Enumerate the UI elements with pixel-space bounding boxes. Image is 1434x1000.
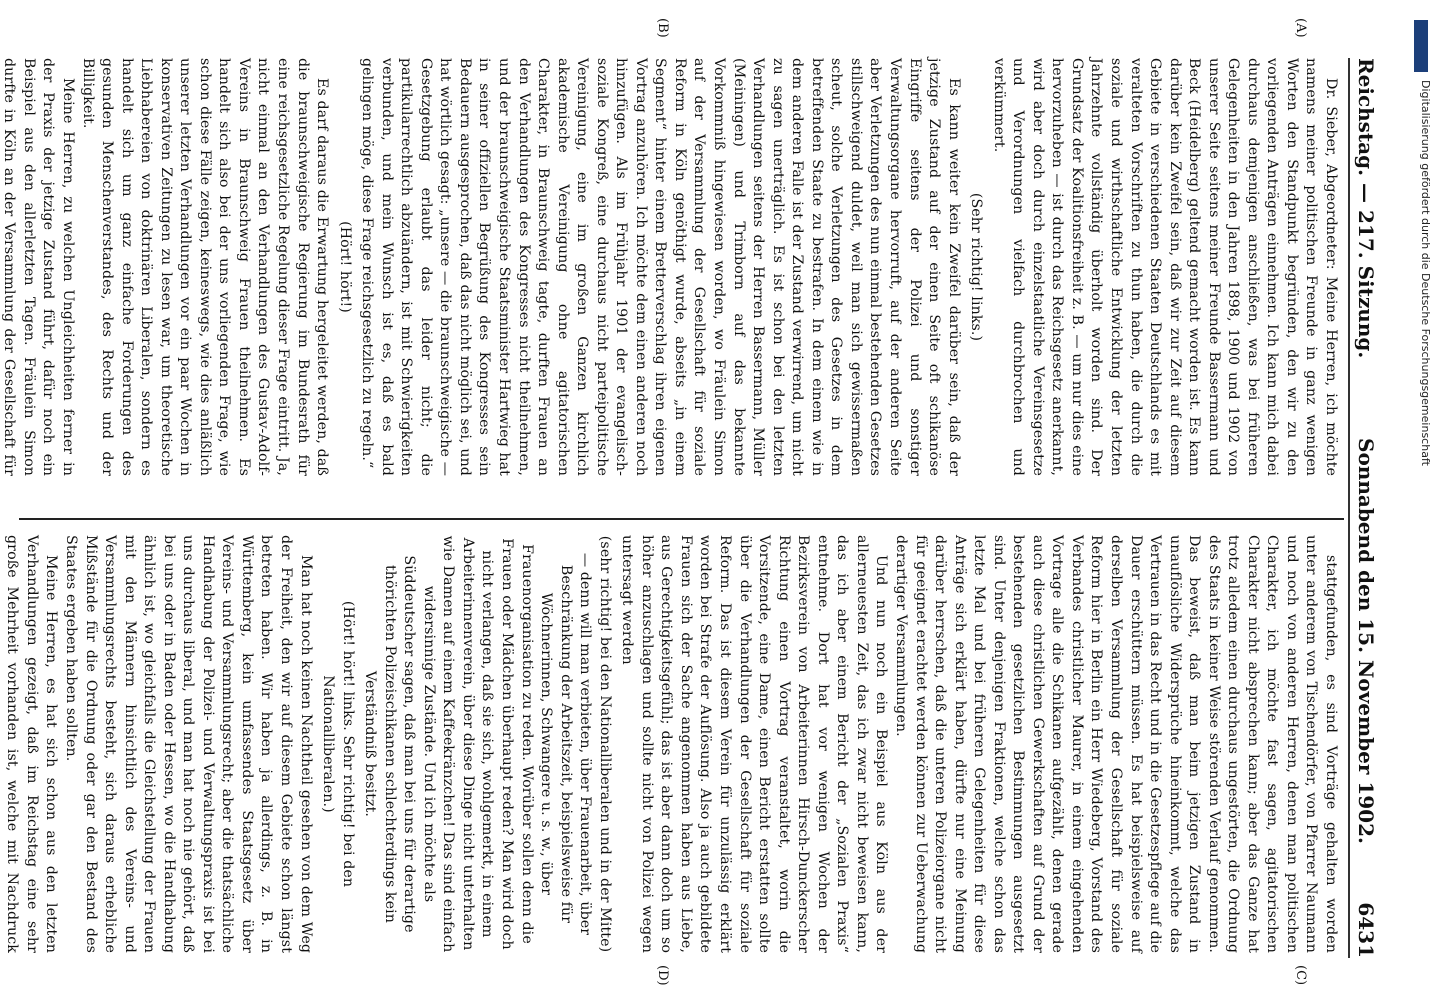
page-number: 6431 — [1354, 902, 1378, 958]
margin-marker-c: (C) — [1293, 965, 1308, 986]
paragraph: Man hat noch keinen Nachtheil gesehen von dem Weg der Freiheit, den wir auf diesem Gebiete schon längst betreten haben. Wir haben ja allerdings, z. B. in Württemberg, kein umfassendes Staatsgesetz über Vereins- und Versammlungsrecht; aber die thatsächliche Handhabung der Polizei- und Verwaltungspraxis ist bei uns durchaus liberal, und man hat noch nie gehört, daß bei uns oder in Baden oder Hessen, wo die Handhabung ähnlich ist, wo gleichfalls die Gleichstellung der Frauen mit den Männern hinsichtlich des Vereins- und Versammlungsrechts besteht, sich daraus erhebliche Mißstände für die Ordnung oder gar den Bestand des Staates ergeben haben sollten. — [63, 535, 314, 953]
interjection: (Hört! hört! links. Sehr richtig! bei den Nationalliberalen.) — [320, 600, 356, 888]
paragraph: Dr. Sieber, Abgeordneter: Meine Herren, ich möchte namens meiner politischen Freunde in ganz wenigen Worten den Standpunkt begründen, den wir zu den vorliegenden Anträgen einnehmen. Ich kann mich dabei durchaus demjenigen anschließen, was bei früheren Gelegenheiten in den Jahren 1898, 1900 und 1902 von unserer Seite seitens meiner Freunde Bassermann und Beck (Heidelberg) geltend gemacht worden ist. Es kann darüber kein Zweifel sein, daß wir zur Zeit auf diesem Gebiete in verschiedenen Staaten Deutschlands es mit veralteten Vorschriften zu thun haben, die durch die soziale und wirthschaftliche Entwicklung der letzten Jahrzehnte vollständig überholt worden sind. Der Grundsatz der Koalitionsfreiheit z. B. — um nur dies eine hervorzuheben — ist durch das Reichsgesetz anerkannt, wird aber doch durch einzelstaatliche Vereinsgesetze und Verordnungen vielfach durchbrochen und verkümmert. — [990, 58, 1339, 476]
paragraph: Und nun noch ein Beispiel aus Köln aus der allerneuesten Zeit, das ich zwar nicht beweisen kann, das ich aber einem Bericht der „Sozialen Praxis“ entnehme. Dort hat vor wenigen Wochen der Bezirksverein von Arbeiterinnen Hirsch-Dunckerscher Richtung einen Vortrag veranstaltet, worin die Vorsitzende, eine Dame, einen Bericht erstatten sollte über die Verhandlungen der Gesellschaft für soziale Reform. Das ist diesem Verein für unzulässig erklärt worden bei Strafe der Auflösung. Also ja auch gebildete Frauen sich der Sache angenommen haben aus Liebe, aus Gerechtigkeitsgefühl; das ist aber dann doch um so höher anzuschlagen und sollte nicht von Polizei wegen untersagt werden — [619, 535, 890, 953]
text-column-left — [0, 58, 1340, 476]
column-divider — [19, 518, 1344, 520]
paragraph: Es kann weiter kein Zweifel darüber sein, daß der jetzige Zustand auf der einen Seite oft schikanöse Eingriffe seitens der Polizei und sonstiger Verwaltungsorgane hervorruft, auf der anderen Seite aber Verletzungen des nun einmal bestehenden Gesetzes stillschweigend duldet, weil man sich gewissermaßen scheut, solche Verletzungen des Gesetzes in dem betreffenden Staate zu bestrafen. In dem einem wie in dem anderen Falle ist der Zustand verwirrend, um nicht zu sagen unerträglich. Es ist schon bei den letzten Verhandlungen seitens der Herren Bassermann, Müller (Meiningen) und Trimborn auf das bekannte Vorkommniß hingewiesen worden, wo Fräulein Simon auf der Versammlung der Gesellschaft für soziale Reform in Köln genöthigt wurde, abseits „in einem Segment“ hinter einem Bretterverschlag ihren eigenen Vortrag anzuhören. Ich möchte dem einen anderen noch hinzufügen. Als im Frühjahr 1901 der evangelisch-soziale Kongreß, eine durchaus nicht parteipolitische Vereinigung, eine im großen Ganzen kirchlich akademische Vereinigung ohne agitatorischen Charakter, in Braunschweig tagte, durften Frauen an den Verhandlungen des Kongresses nicht theilnehmen, und der braunschweigische Staatsminister Hartwieg hat in seiner offiziellen Begrüßung des Kongresses sein Bedauern ausgesprochen, daß das nicht möglich sei, und hat wörtlich gesagt: „unsere — die braunschweigische — Gesetzgebung erlaubt das leider nicht; die partikularrechtlich abzuändern, ist mit Schwierigkeiten verbunden, und mein Wunsch ist es, daß es bald gelingen möge, diese Frage reichsgesetzlich zu regeln.“ — [359, 58, 962, 476]
paragraph: stattgefunden, es sind Vorträge gehalten worden unter anderem von Tischendörfer, von Pfarrer Naumann und noch von anderen Herren, denen man politischen Charakter, ich möchte fast sagen, agitatorischen Charakter nicht absprechen kann; aber das Ganze hat trotz alledem einen durchaus ungestörten, die Ordnung des Staats in keiner Weise störenden Verlauf genommen. Das beweist, daß man beim jetzigen Zustand in unauflösliche Widersprüche hineinkommt, welche das Vertrauen in das Recht und in die Gesetzespflege auf die Dauer erschüttern müssen. Es hat beispielsweise auf derselben Versammlung der Gesellschaft für soziale Reform hier in Berlin ein Herr Wiedeberg, Vorstand des Verbandes christlicher Maurer, in einem eingehenden Vortrage alle die Schikanen aufgezählt, denen gerade auch diese christlichen Gewerkschaften auf Grund der bestehenden gesetzlichen Bestimmungen ausgesetzt sind. Unter denjenigen Fraktionen, welche schon das letzte Mal und bei früheren Gelegenheiten für diese Anträge sich erklärt haben, dürfte nur eine Meinung darüber herrschen, daß die unteren Polizeiorgane nicht für geeignet erachtet werden können zur Ueberwachung derartiger Versammlungen. — [892, 535, 1339, 953]
interjection: (Sehr richtig! links.) — [968, 192, 985, 342]
paragraph: Meine Herren, zu welchen Ungleichheiten ferner in der Praxis der jetzige Zustand führt, dafür noch ein Beispiel aus den allerletzten Tagen. Fräulein Simon durfte in Köln an der Versammlung der Gesellschaft für — [1, 58, 76, 476]
interjection: (sehr richtig! bei den Nationalliberalen und in der Mitte) — denn will man verbieten, über Frauenarbeit, über Beschränkung der Arbeitszeit, beispielsweise für Wöchnerinnen, Schwangere u. s. w., über Frauenorganisation zu reden. Worüber sollen denn die Frauen oder Mädchen überhaupt reden? Man wird doch nicht verlangen, daß sie sich, wohlgemerkt, in einem Arbeiterinnenverein, über diese Dinge nicht unterhalten wie Damen auf einem Kaffeekränzchen! Das sind einfach widersinnige Zustände. Und ich möchte als Süddeutscher sagen, daß man bei uns für derartige thörichten Polizeischikanen schlechterdings kein Verständniß besitzt. — [362, 535, 613, 953]
header-rule — [1348, 58, 1350, 958]
page-header — [1352, 58, 1378, 958]
margin-marker-a: (A) — [1293, 18, 1308, 38]
paragraph: Es darf daraus die Erwartung hergeleitet werden, daß die braunschweigische Regierung im Bundesrath für eine reichsgesetzliche Regelung dieser Frage eintritt. Ja, nicht einmal an den Verhandlungen des Gustav-Adolf-Vereins in Braunschweig Frauen theilnehmen. Es handelt sich also bei der uns vorliegenden Frage, wie schon diese Fälle zeigen, keineswegs, wie dies anläßlich unserer letzten Verhandlungen vor ein paar Wochen in konservativen Zeitungen zu lesen war, um theoretische Liebhabereien von doktrinären Liberalen, sondern es handelt sich um ganz einfache Forderungen des gesunden Menschenverstandes, des Rechts und der Billigkeit. — [79, 58, 331, 476]
digitization-credit — [1412, 10, 1432, 990]
header-date: Sonnabend den 15. November 1902. — [1354, 438, 1378, 844]
margin-marker-b: (B) — [655, 18, 670, 38]
paragraph: Meine Herren, es hat sich schon aus den letzten Verhandlungen gezeigt, daß im Reichstag eine sehr große Mehrheit vorhanden ist, welche mit Nachdruck — [4, 535, 60, 953]
credit-text: Digitalisierung gefördert durch die Deutsche Forschungsgemeinschaft — [1419, 80, 1432, 466]
margin-marker-d: (D) — [655, 965, 670, 986]
text-column-right — [0, 535, 1340, 953]
header-left: Reichstag. — 217. Sitzung. — [1354, 58, 1378, 359]
interjection: (Hört! hört!) — [336, 221, 353, 313]
dfg-logo-icon — [1414, 20, 1428, 72]
